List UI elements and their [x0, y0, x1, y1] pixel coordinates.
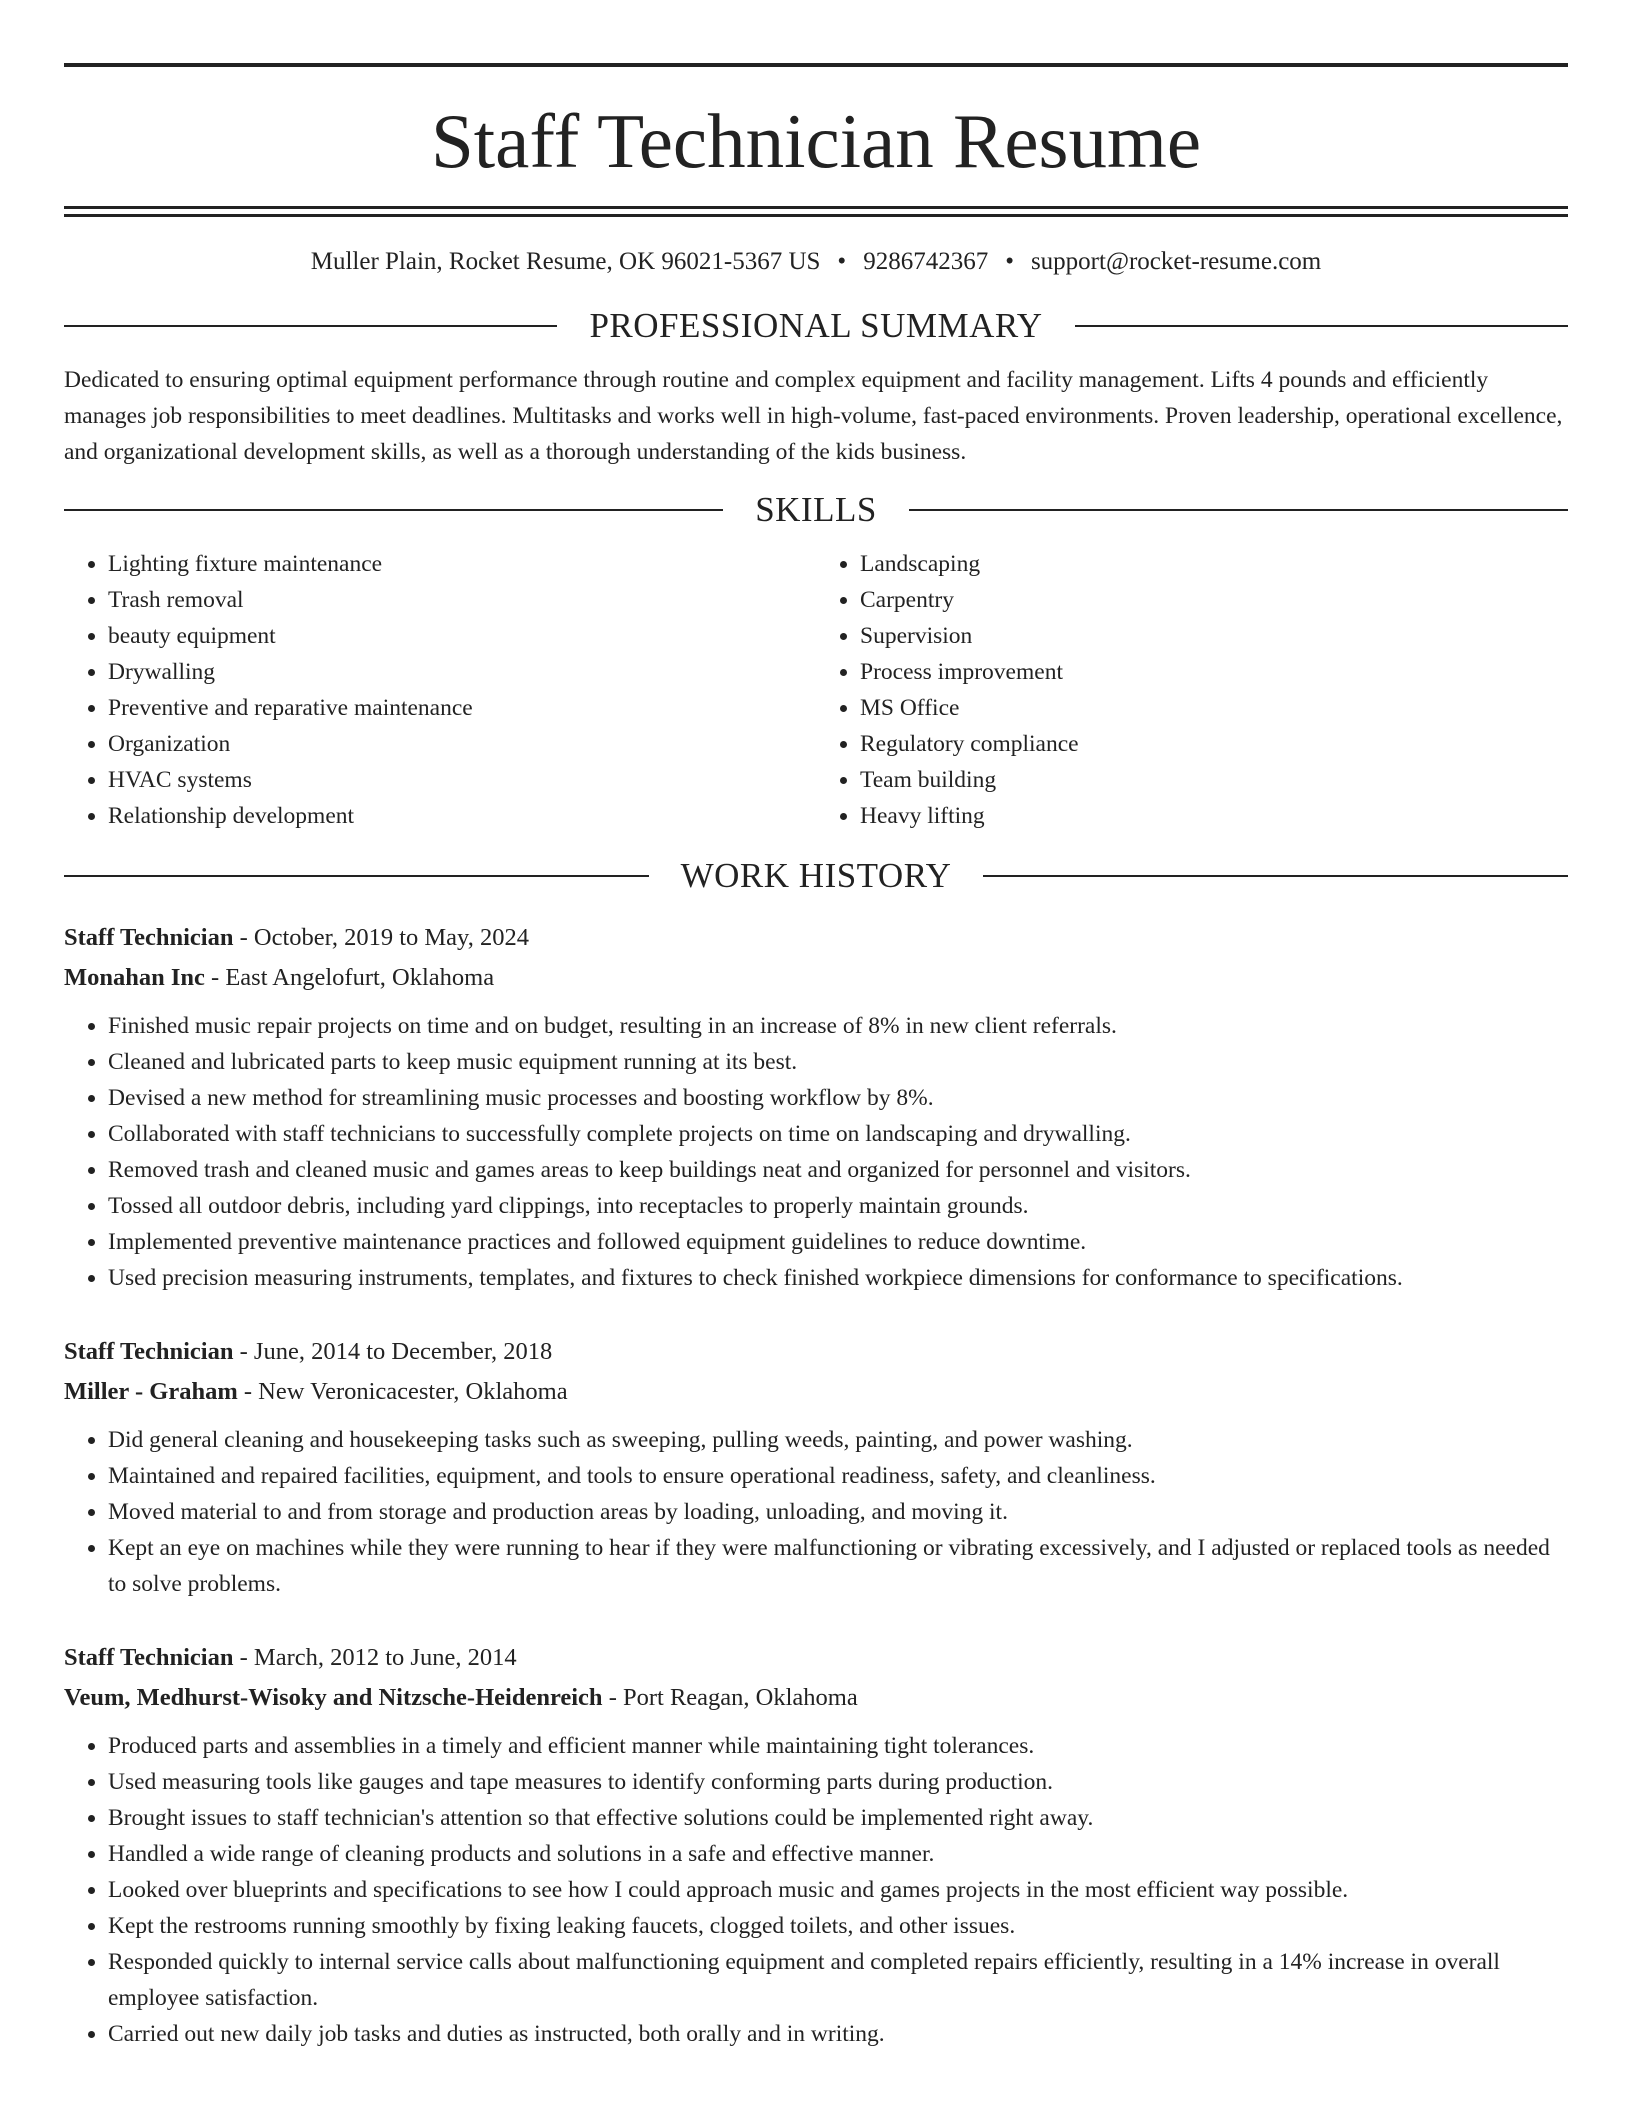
job-location: - East Angelofurt, Oklahoma	[204, 964, 495, 991]
job-bullet: • Did general cleaning and housekeeping tasks such as sweeping, pulling weeds, painting, and power washing.	[108, 1422, 1568, 1458]
heading-rule-left	[64, 875, 649, 877]
title-double-rule	[64, 206, 1568, 217]
page-title: Staff Technician Resume	[430, 98, 1202, 184]
job-bullet: • Responded quickly to internal service calls about malfunctioning equipment and completed repairs efficiently, resulting in a 14% increase in overall employee satisfaction.	[108, 1944, 1568, 2016]
job-bullet: • Kept the restrooms running smoothly by fixing leaking faucets, clogged toilets, and other issues.	[108, 1908, 1568, 1944]
job-company-line	[64, 1678, 1568, 1718]
skill-item: • Lighting fixture maintenance	[108, 546, 816, 582]
job-location: - New Veronicacester, Oklahoma	[237, 1378, 568, 1405]
job-bullet: • Collaborated with staff technicians to successfully complete projects on time on landscaping and drywalling.	[108, 1116, 1568, 1152]
job-entry	[64, 918, 1568, 1296]
skills-section-heading	[64, 490, 1568, 530]
job-dates: - June, 2014 to December, 2018	[233, 1338, 553, 1365]
heading-rule-left	[64, 325, 557, 327]
skill-item: • HVAC systems	[108, 762, 816, 798]
job-title-line	[64, 918, 1568, 958]
job-company: Veum, Medhurst-Wisoky and Nitzsche-Heidenreich	[64, 1684, 603, 1711]
contact-email: support@rocket-resume.com	[1030, 248, 1322, 275]
heading-rule-right	[983, 875, 1568, 877]
job-bullet: • Produced parts and assemblies in a timely and efficient manner while maintaining tight tolerances.	[108, 1728, 1568, 1764]
skills-list-left	[64, 546, 816, 834]
skill-item: • Preventive and reparative maintenance	[108, 690, 816, 726]
job-entry	[64, 1638, 1568, 2052]
job-bullet: • Devised a new method for streamlining music processes and boosting workflow by 8%.	[108, 1080, 1568, 1116]
job-bullet: • Maintained and repaired facilities, equipment, and tools to ensure operational readiness, safety, and cleanliness.	[108, 1458, 1568, 1494]
heading-rule-right	[909, 509, 1568, 511]
skill-item: • Heavy lifting	[860, 798, 1568, 834]
job-bullet: • Kept an eye on machines while they were running to hear if they were malfunctioning or vibrating excessively, and I adjusted or replaced tools as needed to solve problems.	[108, 1530, 1568, 1602]
skill-item: • Landscaping	[860, 546, 1568, 582]
skill-item: • Drywalling	[108, 654, 816, 690]
job-bullet: • Moved material to and from storage and production areas by loading, unloading, and moving it.	[108, 1494, 1568, 1530]
summary-heading-label: PROFESSIONAL SUMMARY	[589, 306, 1043, 345]
contact-separator: •	[837, 248, 847, 275]
skill-item: • Process improvement	[860, 654, 1568, 690]
job-company: Monahan Inc	[64, 964, 205, 991]
skill-item: • Relationship development	[108, 798, 816, 834]
skill-item: • Organization	[108, 726, 816, 762]
job-title: Staff Technician	[64, 924, 234, 951]
job-bullet: • Implemented preventive maintenance practices and followed equipment guidelines to reduce downtime.	[108, 1224, 1568, 1260]
skill-item: • Regulatory compliance	[860, 726, 1568, 762]
job-company-line	[64, 958, 1568, 998]
job-entry	[64, 1332, 1568, 1602]
skill-item: • Trash removal	[108, 582, 816, 618]
work-history-list	[64, 918, 1568, 2052]
job-bullet: • Used measuring tools like gauges and tape measures to identify conforming parts during production.	[108, 1764, 1568, 1800]
skill-item: • Supervision	[860, 618, 1568, 654]
job-bullet: • Looked over blueprints and specifications to see how I could approach music and games projects in the most efficient way possible.	[108, 1872, 1568, 1908]
job-bullet: • Used precision measuring instruments, templates, and fixtures to check finished workpiece dimensions for conformance to specifications.	[108, 1260, 1568, 1296]
job-dates: - October, 2019 to May, 2024	[233, 924, 529, 951]
job-bullets	[64, 1728, 1568, 2052]
job-bullet: • Handled a wide range of cleaning products and solutions in a safe and effective manner.	[108, 1836, 1568, 1872]
summary-text: Dedicated to ensuring optimal equipment performance through routine and complex equipment and facility management. Lifts 4 pounds and efficiently manages job responsibilities to meet deadlines. Multitasks and works well in high-volume, fast-paced environments. Proven leadership, operational excellence, and organizational development skills, as well as a thorough understanding of the kids business.	[64, 367, 1563, 465]
skills-list-right	[816, 546, 1568, 834]
heading-rule-left	[64, 509, 723, 511]
job-company-line	[64, 1372, 1568, 1412]
job-company: Miller - Graham	[64, 1378, 238, 1405]
job-title: Staff Technician	[64, 1644, 234, 1671]
work-heading-label: WORK HISTORY	[680, 856, 952, 895]
resume-page	[64, 0, 1568, 2052]
contact-line	[64, 246, 1568, 278]
skill-item: • Carpentry	[860, 582, 1568, 618]
job-bullets	[64, 1422, 1568, 1602]
summary-section-heading	[64, 306, 1568, 346]
job-bullet: • Carried out new daily job tasks and duties as instructed, both orally and in writing.	[108, 2016, 1568, 2052]
job-location: - Port Reagan, Oklahoma	[602, 1684, 858, 1711]
contact-phone: 9286742367	[863, 248, 989, 275]
job-bullet: • Cleaned and lubricated parts to keep music equipment running at its best.	[108, 1044, 1568, 1080]
job-bullet: • Brought issues to staff technician's attention so that effective solutions could be implemented right away.	[108, 1800, 1568, 1836]
skill-item: • Team building	[860, 762, 1568, 798]
job-bullet: • Finished music repair projects on time and on budget, resulting in an increase of 8% in new client referrals.	[108, 1008, 1568, 1044]
job-title-line	[64, 1332, 1568, 1372]
job-title: Staff Technician	[64, 1338, 234, 1365]
job-bullet: • Removed trash and cleaned music and games areas to keep buildings neat and organized for personnel and visitors.	[108, 1152, 1568, 1188]
job-title-line	[64, 1638, 1568, 1678]
contact-separator: •	[1005, 248, 1014, 275]
skill-item: • MS Office	[860, 690, 1568, 726]
skills-heading-label: SKILLS	[755, 490, 877, 529]
job-bullets	[64, 1008, 1568, 1296]
job-dates: - March, 2012 to June, 2014	[233, 1644, 517, 1671]
work-section-heading	[64, 856, 1568, 896]
top-rule	[64, 63, 1568, 67]
skill-item: • beauty equipment	[108, 618, 816, 654]
heading-rule-right	[1075, 325, 1568, 327]
job-bullet: • Tossed all outdoor debris, including yard clippings, into receptacles to properly maintain grounds.	[108, 1188, 1568, 1224]
skills-columns	[64, 546, 1568, 834]
contact-address: Muller Plain, Rocket Resume, OK 96021-5367 US	[310, 248, 821, 275]
